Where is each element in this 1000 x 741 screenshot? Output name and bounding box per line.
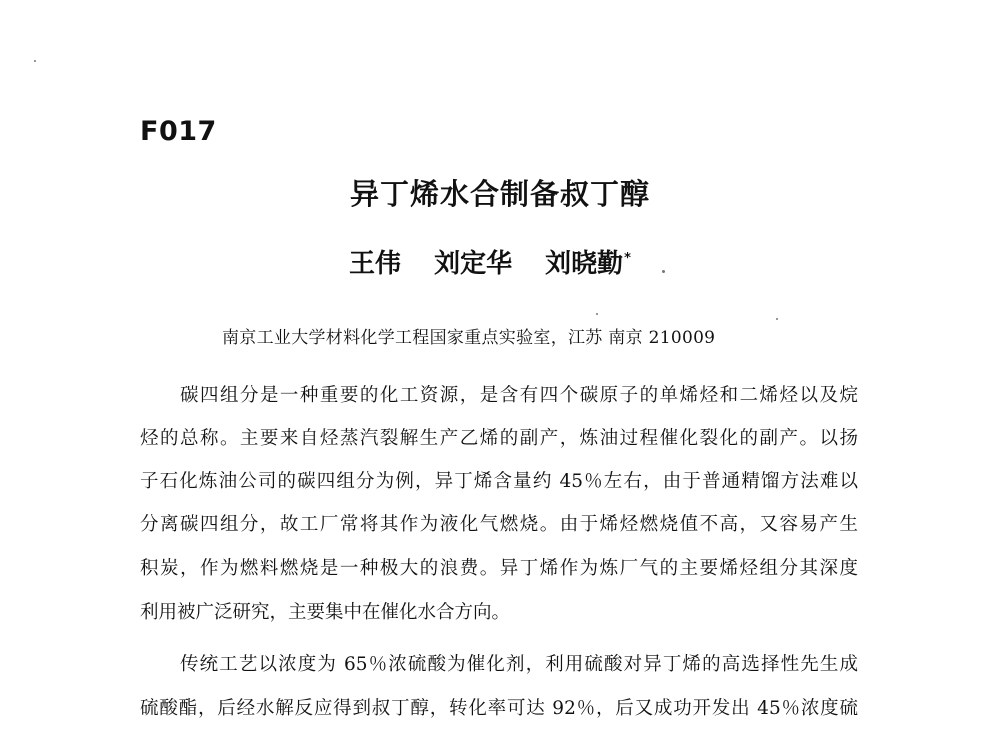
paragraph-line: 利用被广泛研究，主要集中在催化水合方向。	[140, 602, 511, 623]
scan-speck	[34, 60, 36, 62]
affiliation: 南京工业大学材料化学工程国家重点实验室，江苏 南京 210009	[222, 328, 716, 348]
paper-title: 异丁烯水合制备叔丁醇	[349, 177, 650, 211]
paragraph-line: 子石化炼油公司的碳四组分为例，异丁烯含量约 45％左右，由于普通精馏方法难以	[140, 471, 858, 492]
author-name-corresponding	[545, 249, 631, 279]
author-name: 王伟	[349, 249, 402, 279]
paragraph-line: 碳四组分是一种重要的化工资源，是含有四个碳原子的单烯烃和二烯烃以及烷	[180, 385, 858, 406]
author-list	[349, 243, 631, 280]
scan-speck	[662, 270, 665, 273]
paragraph-line: 积炭，作为燃料燃烧是一种极大的浪费。异丁烯作为炼厂气的主要烯烃组分其深度	[140, 558, 858, 579]
paragraph-line: 分离碳四组分，故工厂常将其作为液化气燃烧。由于烯烃燃烧值不高，又容易产生	[140, 514, 858, 535]
paragraph-line: 传统工艺以浓度为 65％浓硫酸为催化剂，利用硫酸对异丁烯的高选择性先生成	[180, 654, 858, 675]
paper-code: F017	[140, 116, 217, 147]
author-name: 刘定华	[434, 249, 513, 279]
paragraph-line: 烃的总称。主要来自烃蒸汽裂解生产乙烯的副产，炼油过程催化裂化的副产。以扬	[140, 428, 858, 449]
scan-speck	[776, 318, 778, 320]
paragraph-line: 硫酸酯，后经水解反应得到叔丁醇，转化率可达 92％，后又成功开发出 45％浓度硫	[140, 698, 858, 719]
scan-speck	[596, 313, 598, 315]
author-name: 刘晓勤	[545, 249, 624, 279]
corresponding-author-mark: *	[624, 251, 631, 267]
